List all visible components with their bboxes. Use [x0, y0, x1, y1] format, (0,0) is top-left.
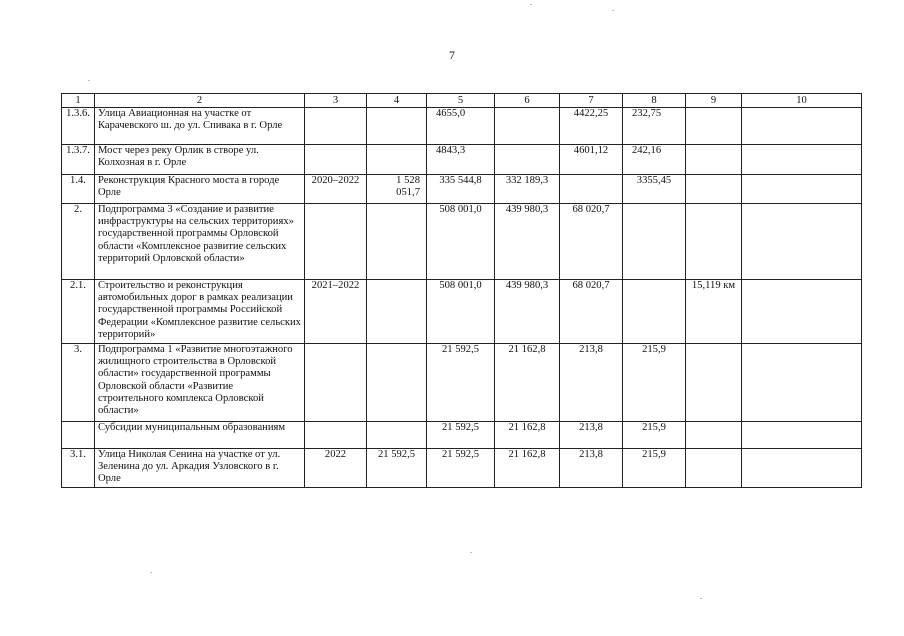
- cell-col-7: 213,8: [560, 449, 623, 488]
- cell-col-5: 335 544,8: [427, 175, 495, 204]
- scan-speck: [88, 80, 90, 81]
- cell-col-10: [742, 422, 862, 449]
- column-header: 1: [62, 94, 95, 108]
- cell-col-8: 215,9: [623, 422, 686, 449]
- cell-col-10: [742, 204, 862, 280]
- cell-col-6: 21 162,8: [495, 449, 560, 488]
- cell-col-8: [623, 204, 686, 280]
- cell-col-4: 21 592,5: [367, 449, 427, 488]
- cell-col-3: 2021–2022: [305, 280, 367, 344]
- scan-speck: [150, 572, 152, 573]
- row-number: 3.: [62, 344, 95, 422]
- cell-col-6: 21 162,8: [495, 422, 560, 449]
- row-name: Строительство и реконструкция автомобильных дорог в рамках реализации государственной программы Российской Федерации «Комплексное развитие сельских территорий»: [95, 280, 305, 344]
- row-name: Субсидии муниципальным образованиям: [95, 422, 305, 449]
- cell-col-7: 68 020,7: [560, 204, 623, 280]
- scan-speck: [530, 4, 532, 5]
- cell-col-3: [305, 344, 367, 422]
- page-number: 7: [449, 48, 455, 62]
- table-row: [62, 145, 862, 175]
- cell-col-6: 439 980,3: [495, 280, 560, 344]
- table-row: [62, 422, 862, 449]
- cell-col-4: 1 528 051,7: [367, 175, 427, 204]
- column-header: 7: [560, 94, 623, 108]
- scan-speck: [470, 552, 472, 553]
- data-table: [61, 93, 862, 488]
- cell-col-9: [686, 175, 742, 204]
- cell-col-3: [305, 422, 367, 449]
- table-row: [62, 449, 862, 488]
- cell-col-8: 215,9: [623, 449, 686, 488]
- row-number: 1.3.6.: [62, 108, 95, 145]
- row-number: 2.: [62, 204, 95, 280]
- cell-col-7: 213,8: [560, 344, 623, 422]
- cell-col-9: [686, 422, 742, 449]
- column-header: 2: [95, 94, 305, 108]
- table-row: [62, 204, 862, 280]
- cell-col-4: [367, 145, 427, 175]
- cell-col-4: [367, 280, 427, 344]
- cell-col-3: [305, 145, 367, 175]
- row-number: 1.3.7.: [62, 145, 95, 175]
- row-name: Реконструкция Красного моста в городе Орле: [95, 175, 305, 204]
- cell-col-4: [367, 344, 427, 422]
- cell-col-3: [305, 108, 367, 145]
- row-number: 3.1.: [62, 449, 95, 488]
- column-header: 9: [686, 94, 742, 108]
- column-header: 10: [742, 94, 862, 108]
- cell-col-7: 68 020,7: [560, 280, 623, 344]
- row-number: 1.4.: [62, 175, 95, 204]
- cell-col-7: [560, 175, 623, 204]
- cell-col-3: [305, 204, 367, 280]
- cell-col-6: 21 162,8: [495, 344, 560, 422]
- cell-col-10: [742, 145, 862, 175]
- table-row: [62, 108, 862, 145]
- cell-col-9: [686, 204, 742, 280]
- cell-col-8: 242,16: [623, 145, 686, 175]
- cell-col-10: [742, 449, 862, 488]
- cell-col-5: 21 592,5: [427, 422, 495, 449]
- row-name: Мост через реку Орлик в створе ул. Колхозная в г. Орле: [95, 145, 305, 175]
- cell-col-4: [367, 422, 427, 449]
- column-header: 3: [305, 94, 367, 108]
- cell-col-10: [742, 344, 862, 422]
- cell-col-4: [367, 108, 427, 145]
- cell-col-7: 4422,25: [560, 108, 623, 145]
- table-header-row: [62, 94, 862, 108]
- row-number: 2.1.: [62, 280, 95, 344]
- cell-col-8: 232,75: [623, 108, 686, 145]
- cell-col-10: [742, 108, 862, 145]
- column-header: 8: [623, 94, 686, 108]
- cell-col-3: 2022: [305, 449, 367, 488]
- cell-col-7: 213,8: [560, 422, 623, 449]
- row-name: Подпрограмма 3 «Создание и развитие инфраструктуры на сельских территориях» государственной программы Орловской области «Комплексное развитие сельских территорий Орловской области»: [95, 204, 305, 280]
- cell-col-10: [742, 280, 862, 344]
- scan-speck: [700, 598, 702, 599]
- row-name: Улица Авиационная на участке от Карачевского ш. до ул. Спивака в г. Орле: [95, 108, 305, 145]
- column-header: 5: [427, 94, 495, 108]
- cell-col-9: [686, 344, 742, 422]
- cell-col-9: 15,119 км: [686, 280, 742, 344]
- cell-col-8: 3355,45: [623, 175, 686, 204]
- cell-col-6: [495, 108, 560, 145]
- row-name: Подпрограмма 1 «Развитие многоэтажного жилищного строительства в Орловской области» государственной программы Орловской области «Развитие строительного комплекса Орловской области»: [95, 344, 305, 422]
- column-header: 6: [495, 94, 560, 108]
- cell-col-9: [686, 449, 742, 488]
- cell-col-6: 332 189,3: [495, 175, 560, 204]
- cell-col-7: 4601,12: [560, 145, 623, 175]
- cell-col-5: 508 001,0: [427, 204, 495, 280]
- cell-col-3: 2020–2022: [305, 175, 367, 204]
- cell-col-8: 215,9: [623, 344, 686, 422]
- cell-col-5: 508 001,0: [427, 280, 495, 344]
- cell-col-9: [686, 108, 742, 145]
- table-row: [62, 175, 862, 204]
- table-row: [62, 344, 862, 422]
- cell-col-6: 439 980,3: [495, 204, 560, 280]
- column-header: 4: [367, 94, 427, 108]
- row-number: [62, 422, 95, 449]
- cell-col-8: [623, 280, 686, 344]
- cell-col-4: [367, 204, 427, 280]
- cell-col-10: [742, 175, 862, 204]
- cell-col-9: [686, 145, 742, 175]
- table-row: [62, 280, 862, 344]
- cell-col-5: 4655,0: [427, 108, 495, 145]
- row-name: Улица Николая Сенина на участке от ул. Зеленина до ул. Аркадия Узловского в г. Орле: [95, 449, 305, 488]
- cell-col-5: 4843,3: [427, 145, 495, 175]
- cell-col-6: [495, 145, 560, 175]
- cell-col-5: 21 592,5: [427, 449, 495, 488]
- cell-col-5: 21 592,5: [427, 344, 495, 422]
- scan-speck: [612, 10, 614, 11]
